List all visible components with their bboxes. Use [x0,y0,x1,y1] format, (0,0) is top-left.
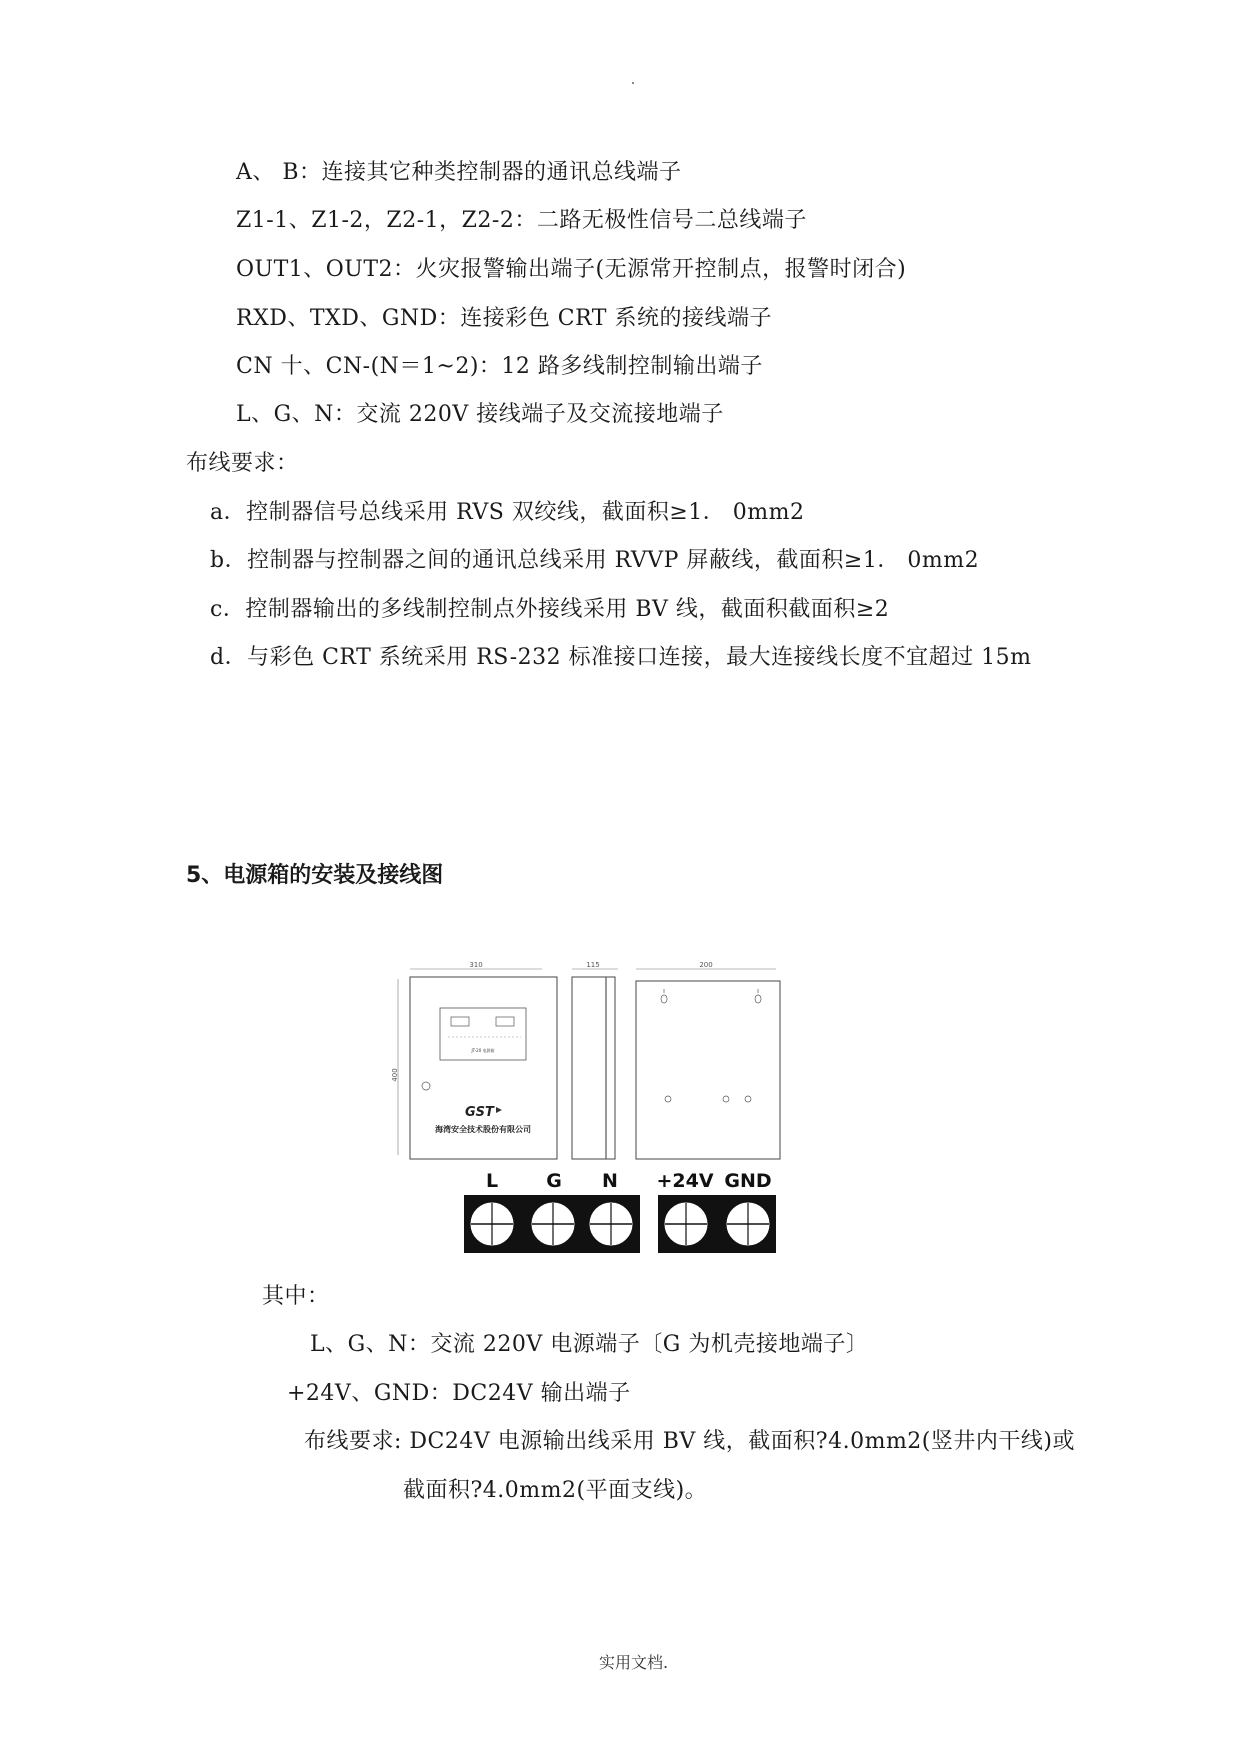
dim-depth-label: 115 [586,961,600,969]
dim-width-label: 310 [469,961,483,969]
terminal-label-g: G [546,1170,562,1192]
terminal-line-5: CN 十、CN-(N＝1~2)：12 路多线制控制输出端子 [236,354,763,379]
wiring-item-a: a．控制器信号总线采用 RVS 双绞线，截面积≥1． 0mm2 [210,500,805,525]
terminal-line-4: RXD、TXD、GND：连接彩色 CRT 系统的接线端子 [236,306,772,331]
terminal-screw-icon [471,1203,513,1245]
terminal-line-3: OUT1、OUT2：火灾报警输出端子(无源常开控制点，报警时闭合) [236,257,907,282]
terminal-screw-icon [665,1203,707,1245]
wiring-title: 布线要求： [186,451,299,476]
terminal-label-l: L [485,1170,499,1192]
page-footer: 实用文档. [599,1653,669,1672]
dc-terminal-block [658,1195,776,1253]
notes-line-3: 布线要求: DC24V 电源输出线采用 BV 线，截面积?4.0mm2(竖井内干线)或 [304,1429,1075,1454]
terminal-label-gnd: GND [724,1170,772,1192]
wiring-item-d: d．与彩色 CRT 系统采用 RS-232 标准接口连接，最大连接线长度不宜超过 15m [210,645,1032,670]
notes-line-4: 截面积?4.0mm2(平面支线)。 [403,1478,708,1503]
terminal-line-6: L、G、N：交流 220V 接线端子及交流接地端子 [236,402,724,427]
wiring-item-c: c．控制器输出的多线制控制点外接线采用 BV 线，截面积截面积≥2 [210,597,890,622]
gst-logo: GST [465,1105,494,1120]
notes-line-1: L、G、N：交流 220V 电源端子〔G 为机壳接地端子〕 [310,1332,869,1357]
front-view [391,961,557,1159]
power-box-diagram [391,955,796,1280]
notes-line-2: +24V、GND：DC24V 输出端子 [287,1381,631,1406]
ac-terminal-block [464,1195,640,1253]
page-top-mark [632,82,634,84]
terminal-screw-icon [532,1203,574,1245]
terminal-screw-icon [727,1203,769,1245]
terminal-label-24v: +24V [656,1170,714,1192]
terminal-line-1: A、 B：连接其它种类控制器的通讯总线端子 [236,160,682,185]
terminal-line-2: Z1-1、Z1-2，Z2-1，Z2-2：二路无极性信号二总线端子 [236,208,807,233]
terminal-screw-icon [590,1203,632,1245]
back-view [636,961,780,1159]
wiring-item-b: b．控制器与控制器之间的通讯总线采用 RVVP 屏蔽线，截面积≥1． 0mm2 [210,548,980,573]
notes-intro: 其中： [262,1284,330,1309]
company-name: 海湾安全技术股份有限公司 [435,1125,531,1134]
terminal-label-n: N [602,1170,618,1192]
side-view [572,961,618,1159]
dim-height-label: 400 [391,1068,399,1082]
dim-back-width-label: 200 [699,961,713,969]
panel-caption: JT-20 电源箱 [471,1048,495,1053]
section-heading: 5、电源箱的安装及接线图 [186,863,444,888]
